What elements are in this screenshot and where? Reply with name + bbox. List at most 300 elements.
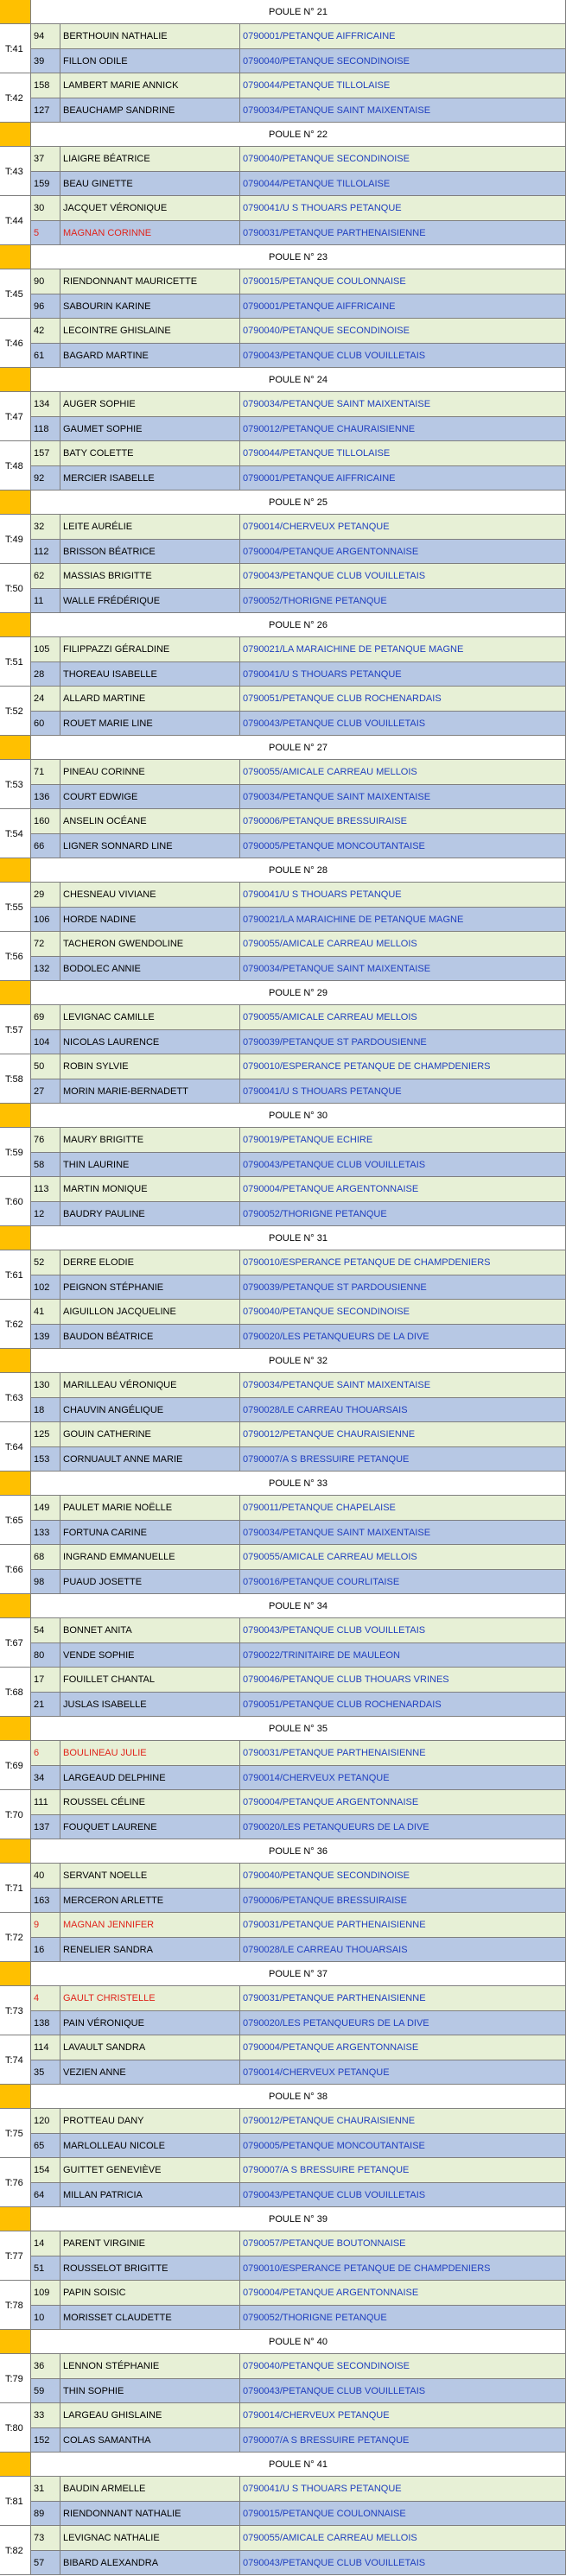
player-name: MAGNAN JENNIFER xyxy=(60,1913,240,1937)
player-number: 157 xyxy=(31,441,60,465)
player-row xyxy=(0,417,566,441)
player-name: BAUDRY PAULINE xyxy=(60,1202,240,1226)
player-name: FILLON ODILE xyxy=(60,49,240,73)
player-row xyxy=(0,1128,566,1152)
player-row xyxy=(0,1668,566,1692)
poule-header xyxy=(0,2330,566,2354)
player-club: 0790028/LE CARREAU THOUARSAIS xyxy=(240,1938,566,1962)
player-club: 0790055/AMICALE CARREAU MELLOIS xyxy=(240,1545,566,1569)
player-name: ROUSSEL CÉLINE xyxy=(60,1790,240,1814)
player-name: BATY COLETTE xyxy=(60,441,240,465)
poule-header xyxy=(0,1104,566,1128)
player-club: 0790040/PETANQUE SECONDINOISE xyxy=(240,49,566,73)
player-name: LEVIGNAC NATHALIE xyxy=(60,2526,240,2550)
poule-header xyxy=(0,1717,566,1741)
player-row xyxy=(0,1618,566,1642)
player-row xyxy=(0,1741,566,1765)
player-name: LIAIGRE BÉATRICE xyxy=(60,147,240,171)
player-number: 90 xyxy=(31,269,60,294)
player-name: BEAUCHAMP SANDRINE xyxy=(60,98,240,123)
player-club: 0790006/PETANQUE BRESSUIRAISE xyxy=(240,809,566,833)
player-number: 58 xyxy=(31,1153,60,1177)
player-club: 0790019/PETANQUE ECHIRE xyxy=(240,1128,566,1152)
player-row xyxy=(0,1054,566,1079)
player-name: PROTTEAU DANY xyxy=(60,2109,240,2133)
player-name: LEVIGNAC CAMILLE xyxy=(60,1005,240,1029)
poule-gutter-marker xyxy=(0,1349,31,1373)
player-row xyxy=(0,1521,566,1545)
player-number: 132 xyxy=(31,957,60,981)
player-name: MASSIAS BRIGITTE xyxy=(60,564,240,588)
player-name: VENDE SOPHIE xyxy=(60,1643,240,1668)
player-club: 0790014/CHERVEUX PETANQUE xyxy=(240,515,566,539)
player-row xyxy=(0,1398,566,1422)
poule-title: POULE N° 22 xyxy=(31,123,566,147)
player-name: MARTIN MONIQUE xyxy=(60,1177,240,1201)
player-number: 64 xyxy=(31,2183,60,2207)
player-name: GOUIN CATHERINE xyxy=(60,1422,240,1446)
player-name: PAULET MARIE NOËLLE xyxy=(60,1496,240,1520)
player-club: 0790051/PETANQUE CLUB ROCHENARDAIS xyxy=(240,1693,566,1717)
player-name: THIN SOPHIE xyxy=(60,2379,240,2403)
player-row xyxy=(0,1250,566,1275)
player-number: 137 xyxy=(31,1815,60,1839)
player-club: 0790004/PETANQUE ARGENTONNAISE xyxy=(240,1790,566,1814)
player-number: 114 xyxy=(31,2035,60,2060)
player-number: 159 xyxy=(31,172,60,196)
player-number: 69 xyxy=(31,1005,60,1029)
player-number: 65 xyxy=(31,2134,60,2158)
player-row xyxy=(0,1986,566,2010)
poule-gutter-marker xyxy=(0,368,31,392)
player-number: 59 xyxy=(31,2379,60,2403)
terrain-label: T:42 xyxy=(5,92,23,104)
poule-title: POULE N° 28 xyxy=(31,858,566,883)
player-row xyxy=(0,1005,566,1029)
player-row xyxy=(0,1913,566,1937)
player-club: 0790005/PETANQUE MONCOUTANTAISE xyxy=(240,834,566,858)
player-row xyxy=(0,1766,566,1790)
player-number: 40 xyxy=(31,1864,60,1888)
poule-gutter-marker xyxy=(0,1472,31,1496)
player-club: 0790014/CHERVEUX PETANQUE xyxy=(240,1766,566,1790)
player-club: 0790040/PETANQUE SECONDINOISE xyxy=(240,319,566,343)
poule-title: POULE N° 26 xyxy=(31,613,566,637)
player-club: 0790057/PETANQUE BOUTONNAISE xyxy=(240,2231,566,2256)
player-name: LIGNER SONNARD LINE xyxy=(60,834,240,858)
player-club: 0790052/THORIGNE PETANQUE xyxy=(240,2306,566,2330)
player-club: 0790043/PETANQUE CLUB VOUILLETAIS xyxy=(240,564,566,588)
player-row xyxy=(0,2502,566,2526)
player-name: GAUMET SOPHIE xyxy=(60,417,240,441)
player-club: 0790040/PETANQUE SECONDINOISE xyxy=(240,147,566,171)
terrain-label: T:80 xyxy=(5,2422,23,2434)
player-row xyxy=(0,637,566,661)
player-row xyxy=(0,2354,566,2378)
player-club: 0790034/PETANQUE SAINT MAIXENTAISE xyxy=(240,1521,566,1545)
player-club: 0790041/U S THOUARS PETANQUE xyxy=(240,662,566,687)
player-name: FILIPPAZZI GÉRALDINE xyxy=(60,637,240,661)
player-name: ROUSSELOT BRIGITTE xyxy=(60,2256,240,2281)
player-name: ALLARD MARTINE xyxy=(60,687,240,711)
player-name: FOUQUET LAURENE xyxy=(60,1815,240,1839)
player-row xyxy=(0,392,566,416)
poule-header xyxy=(0,0,566,24)
player-number: 31 xyxy=(31,2477,60,2501)
player-club: 0790010/ESPERANCE PETANQUE DE CHAMPDENIERS xyxy=(240,2256,566,2281)
player-number: 139 xyxy=(31,1325,60,1349)
poule-gutter-marker xyxy=(0,613,31,637)
terrain-label: T:44 xyxy=(5,215,23,226)
player-row xyxy=(0,2477,566,2501)
player-number: 158 xyxy=(31,73,60,98)
player-name: BRISSON BÉATRICE xyxy=(60,540,240,564)
terrain-label: T:61 xyxy=(5,1269,23,1281)
terrain-label: T:58 xyxy=(5,1073,23,1085)
player-number: 10 xyxy=(31,2306,60,2330)
player-row xyxy=(0,564,566,588)
player-row xyxy=(0,98,566,123)
player-club: 0790040/PETANQUE SECONDINOISE xyxy=(240,1300,566,1324)
poule-title: POULE N° 25 xyxy=(31,491,566,515)
player-number: 57 xyxy=(31,2551,60,2575)
player-number: 51 xyxy=(31,2256,60,2281)
player-club: 0790043/PETANQUE CLUB VOUILLETAIS xyxy=(240,1153,566,1177)
player-number: 27 xyxy=(31,1079,60,1104)
player-club: 0790031/PETANQUE PARTHENAISIENNE xyxy=(240,1913,566,1937)
player-number: 60 xyxy=(31,712,60,736)
player-club: 0790001/PETANQUE AIFFRICAINE xyxy=(240,24,566,48)
player-club: 0790016/PETANQUE COURLITAISE xyxy=(240,1570,566,1594)
poule-header xyxy=(0,123,566,147)
terrain-label: T:71 xyxy=(5,1883,23,1894)
poule-header xyxy=(0,1349,566,1373)
poule-gutter-marker xyxy=(0,123,31,147)
player-row xyxy=(0,712,566,736)
player-row xyxy=(0,1496,566,1520)
terrain-label: T:62 xyxy=(5,1319,23,1330)
player-number: 72 xyxy=(31,932,60,956)
player-row xyxy=(0,760,566,784)
player-name: MERCERON ARLETTE xyxy=(60,1889,240,1913)
player-club: 0790041/U S THOUARS PETANQUE xyxy=(240,196,566,220)
player-club: 0790041/U S THOUARS PETANQUE xyxy=(240,1079,566,1104)
player-number: 9 xyxy=(31,1913,60,1937)
terrain-label: T:59 xyxy=(5,1147,23,1158)
player-row xyxy=(0,441,566,465)
player-club: 0790015/PETANQUE COULONNAISE xyxy=(240,269,566,294)
player-number: 94 xyxy=(31,24,60,48)
player-club: 0790031/PETANQUE PARTHENAISIENNE xyxy=(240,221,566,245)
player-number: 36 xyxy=(31,2354,60,2378)
poule-header xyxy=(0,2453,566,2477)
player-number: 54 xyxy=(31,1618,60,1642)
player-club: 0790011/PETANQUE CHAPELAISE xyxy=(240,1496,566,1520)
poule-title: POULE N° 33 xyxy=(31,1472,566,1496)
player-club: 0790051/PETANQUE CLUB ROCHENARDAIS xyxy=(240,687,566,711)
player-number: 62 xyxy=(31,564,60,588)
terrain-label: T:70 xyxy=(5,1809,23,1820)
player-club: 0790012/PETANQUE CHAURAISIENNE xyxy=(240,417,566,441)
player-number: 14 xyxy=(31,2231,60,2256)
player-number: 12 xyxy=(31,1202,60,1226)
player-name: BAUDIN ARMELLE xyxy=(60,2477,240,2501)
poule-header xyxy=(0,491,566,515)
poule-header xyxy=(0,1962,566,1986)
player-row xyxy=(0,2281,566,2305)
player-number: 125 xyxy=(31,1422,60,1446)
player-club: 0790055/AMICALE CARREAU MELLOIS xyxy=(240,760,566,784)
player-number: 136 xyxy=(31,785,60,809)
player-club: 0790007/A S BRESSUIRE PETANQUE xyxy=(240,1447,566,1472)
player-club: 0790039/PETANQUE ST PARDOUSIENNE xyxy=(240,1030,566,1054)
player-row xyxy=(0,1177,566,1201)
terrain-label: T:82 xyxy=(5,2545,23,2556)
player-row xyxy=(0,1202,566,1226)
poule-header xyxy=(0,858,566,883)
player-row xyxy=(0,73,566,98)
player-club: 0790044/PETANQUE TILLOLAISE xyxy=(240,441,566,465)
player-club: 0790043/PETANQUE CLUB VOUILLETAIS xyxy=(240,344,566,368)
poule-title: POULE N° 21 xyxy=(31,0,566,24)
player-number: 163 xyxy=(31,1889,60,1913)
player-name: RIENDONNANT NATHALIE xyxy=(60,2502,240,2526)
player-club: 0790052/THORIGNE PETANQUE xyxy=(240,1202,566,1226)
player-name: MERCIER ISABELLE xyxy=(60,466,240,491)
player-club: 0790041/U S THOUARS PETANQUE xyxy=(240,2477,566,2501)
terrain-label: T:72 xyxy=(5,1932,23,1943)
player-row xyxy=(0,1815,566,1839)
player-row xyxy=(0,785,566,809)
player-number: 32 xyxy=(31,515,60,539)
poule-header xyxy=(0,1839,566,1864)
player-number: 152 xyxy=(31,2428,60,2453)
player-club: 0790043/PETANQUE CLUB VOUILLETAIS xyxy=(240,712,566,736)
player-row xyxy=(0,957,566,981)
player-row xyxy=(0,2256,566,2281)
player-name: GUITTET GENEVIÈVE xyxy=(60,2158,240,2182)
player-number: 134 xyxy=(31,392,60,416)
poule-title: POULE N° 29 xyxy=(31,981,566,1005)
poule-title: POULE N° 39 xyxy=(31,2207,566,2231)
player-row xyxy=(0,540,566,564)
poule-title: POULE N° 30 xyxy=(31,1104,566,1128)
terrain-label: T:77 xyxy=(5,2250,23,2262)
player-name: LECOINTRE GHISLAINE xyxy=(60,319,240,343)
poule-gutter-marker xyxy=(0,1226,31,1250)
poule-gutter-marker xyxy=(0,2453,31,2477)
player-row xyxy=(0,687,566,711)
player-number: 112 xyxy=(31,540,60,564)
player-number: 28 xyxy=(31,662,60,687)
player-club: 0790031/PETANQUE PARTHENAISIENNE xyxy=(240,1986,566,2010)
terrain-label: T:48 xyxy=(5,460,23,472)
player-club: 0790044/PETANQUE TILLOLAISE xyxy=(240,73,566,98)
player-row xyxy=(0,1300,566,1324)
player-number: 18 xyxy=(31,1398,60,1422)
player-number: 104 xyxy=(31,1030,60,1054)
poule-title: POULE N° 35 xyxy=(31,1717,566,1741)
poule-title: POULE N° 23 xyxy=(31,245,566,269)
player-name: BODOLEC ANNIE xyxy=(60,957,240,981)
player-name: THOREAU ISABELLE xyxy=(60,662,240,687)
poule-gutter-marker xyxy=(0,245,31,269)
player-name: SERVANT NOELLE xyxy=(60,1864,240,1888)
poule-gutter-marker xyxy=(0,1839,31,1864)
player-number: 120 xyxy=(31,2109,60,2133)
player-row xyxy=(0,1153,566,1177)
poule-gutter-marker xyxy=(0,736,31,760)
terrain-label: T:41 xyxy=(5,43,23,54)
player-club: 0790043/PETANQUE CLUB VOUILLETAIS xyxy=(240,1618,566,1642)
player-club: 0790004/PETANQUE ARGENTONNAISE xyxy=(240,2035,566,2060)
terrain-label: T:66 xyxy=(5,1564,23,1575)
player-row xyxy=(0,662,566,687)
player-number: 41 xyxy=(31,1300,60,1324)
player-row xyxy=(0,2183,566,2207)
player-club: 0790012/PETANQUE CHAURAISIENNE xyxy=(240,1422,566,1446)
player-club: 0790006/PETANQUE BRESSUIRAISE xyxy=(240,1889,566,1913)
terrain-label: T:45 xyxy=(5,288,23,300)
terrain-label: T:52 xyxy=(5,706,23,717)
player-number: 66 xyxy=(31,834,60,858)
player-row xyxy=(0,147,566,171)
player-number: 4 xyxy=(31,1986,60,2010)
player-number: 113 xyxy=(31,1177,60,1201)
player-club: 0790004/PETANQUE ARGENTONNAISE xyxy=(240,540,566,564)
poule-gutter-marker xyxy=(0,1717,31,1741)
terrain-label: T:57 xyxy=(5,1024,23,1035)
player-club: 0790043/PETANQUE CLUB VOUILLETAIS xyxy=(240,2551,566,2575)
player-row xyxy=(0,2134,566,2158)
player-number: 138 xyxy=(31,2011,60,2035)
player-club: 0790010/ESPERANCE PETANQUE DE CHAMPDENIERS xyxy=(240,1054,566,1079)
terrain-label: T:43 xyxy=(5,166,23,177)
player-row xyxy=(0,1447,566,1472)
player-row xyxy=(0,1889,566,1913)
player-row xyxy=(0,2011,566,2035)
player-row xyxy=(0,2526,566,2550)
player-club: 0790020/LES PETANQUEURS DE LA DIVE xyxy=(240,1325,566,1349)
player-number: 102 xyxy=(31,1275,60,1300)
player-club: 0790044/PETANQUE TILLOLAISE xyxy=(240,172,566,196)
player-number: 5 xyxy=(31,221,60,245)
player-row xyxy=(0,1938,566,1962)
player-number: 29 xyxy=(31,883,60,907)
player-club: 0790014/CHERVEUX PETANQUE xyxy=(240,2403,566,2427)
player-row xyxy=(0,1275,566,1300)
player-row xyxy=(0,196,566,220)
terrain-label: T:64 xyxy=(5,1441,23,1453)
player-number: 80 xyxy=(31,1643,60,1668)
player-row xyxy=(0,834,566,858)
player-club: 0790014/CHERVEUX PETANQUE xyxy=(240,2060,566,2085)
player-number: 52 xyxy=(31,1250,60,1275)
player-number: 98 xyxy=(31,1570,60,1594)
terrain-label: T:74 xyxy=(5,2054,23,2066)
player-row xyxy=(0,809,566,833)
terrain-label: T:63 xyxy=(5,1392,23,1403)
player-club: 0790055/AMICALE CARREAU MELLOIS xyxy=(240,1005,566,1029)
player-row xyxy=(0,1643,566,1668)
terrain-label: T:51 xyxy=(5,656,23,668)
player-row xyxy=(0,515,566,539)
player-name: MORISSET CLAUDETTE xyxy=(60,2306,240,2330)
player-name: GAULT CHRISTELLE xyxy=(60,1986,240,2010)
terrain-label: T:67 xyxy=(5,1637,23,1649)
player-name: PAIN VÉRONIQUE xyxy=(60,2011,240,2035)
poule-header xyxy=(0,736,566,760)
player-name: BAUDON BÉATRICE xyxy=(60,1325,240,1349)
player-number: 105 xyxy=(31,637,60,661)
player-name: FORTUNA CARINE xyxy=(60,1521,240,1545)
terrain-label: T:49 xyxy=(5,534,23,545)
player-number: 160 xyxy=(31,809,60,833)
poule-title: POULE N° 36 xyxy=(31,1839,566,1864)
player-number: 35 xyxy=(31,2060,60,2085)
player-number: 76 xyxy=(31,1128,60,1152)
player-number: 42 xyxy=(31,319,60,343)
player-name: ROBIN SYLVIE xyxy=(60,1054,240,1079)
player-row xyxy=(0,1864,566,1888)
poule-gutter-marker xyxy=(0,2330,31,2354)
player-number: 92 xyxy=(31,466,60,491)
terrain-label: T:53 xyxy=(5,779,23,790)
player-club: 0790040/PETANQUE SECONDINOISE xyxy=(240,2354,566,2378)
player-club: 0790020/LES PETANQUEURS DE LA DIVE xyxy=(240,1815,566,1839)
player-number: 33 xyxy=(31,2403,60,2427)
terrain-label: T:79 xyxy=(5,2373,23,2384)
player-club: 0790007/A S BRESSUIRE PETANQUE xyxy=(240,2428,566,2453)
terrain-label: T:60 xyxy=(5,1196,23,1207)
player-number: 39 xyxy=(31,49,60,73)
poule-header xyxy=(0,1594,566,1618)
poule-title: POULE N° 40 xyxy=(31,2330,566,2354)
terrain-label: T:73 xyxy=(5,2005,23,2016)
player-name: AIGUILLON JACQUELINE xyxy=(60,1300,240,1324)
player-number: 16 xyxy=(31,1938,60,1962)
poule-header xyxy=(0,2085,566,2109)
player-club: 0790031/PETANQUE PARTHENAISIENNE xyxy=(240,1741,566,1765)
player-number: 111 xyxy=(31,1790,60,1814)
player-club: 0790012/PETANQUE CHAURAISIENNE xyxy=(240,2109,566,2133)
player-club: 0790010/ESPERANCE PETANQUE DE CHAMPDENIERS xyxy=(240,1250,566,1275)
player-club: 0790034/PETANQUE SAINT MAIXENTAISE xyxy=(240,785,566,809)
poule-gutter-marker xyxy=(0,491,31,515)
player-club: 0790043/PETANQUE CLUB VOUILLETAIS xyxy=(240,2183,566,2207)
player-club: 0790055/AMICALE CARREAU MELLOIS xyxy=(240,932,566,956)
player-name: FOUILLET CHANTAL xyxy=(60,1668,240,1692)
poule-gutter-marker xyxy=(0,1594,31,1618)
player-row xyxy=(0,883,566,907)
player-name: MORIN MARIE-BERNADETT xyxy=(60,1079,240,1104)
poule-title: POULE N° 41 xyxy=(31,2453,566,2477)
player-name: RENELIER SANDRA xyxy=(60,1938,240,1962)
player-club: 0790039/PETANQUE ST PARDOUSIENNE xyxy=(240,1275,566,1300)
terrain-label: T:65 xyxy=(5,1515,23,1526)
player-name: HORDE NADINE xyxy=(60,908,240,932)
player-name: MAGNAN CORINNE xyxy=(60,221,240,245)
player-number: 149 xyxy=(31,1496,60,1520)
terrain-label: T:75 xyxy=(5,2128,23,2139)
poule-header xyxy=(0,245,566,269)
poule-header xyxy=(0,981,566,1005)
player-number: 118 xyxy=(31,417,60,441)
poule-title: POULE N° 38 xyxy=(31,2085,566,2109)
player-name: THIN LAURINE xyxy=(60,1153,240,1177)
poule-gutter-marker xyxy=(0,1962,31,1986)
terrain-label: T:50 xyxy=(5,583,23,594)
